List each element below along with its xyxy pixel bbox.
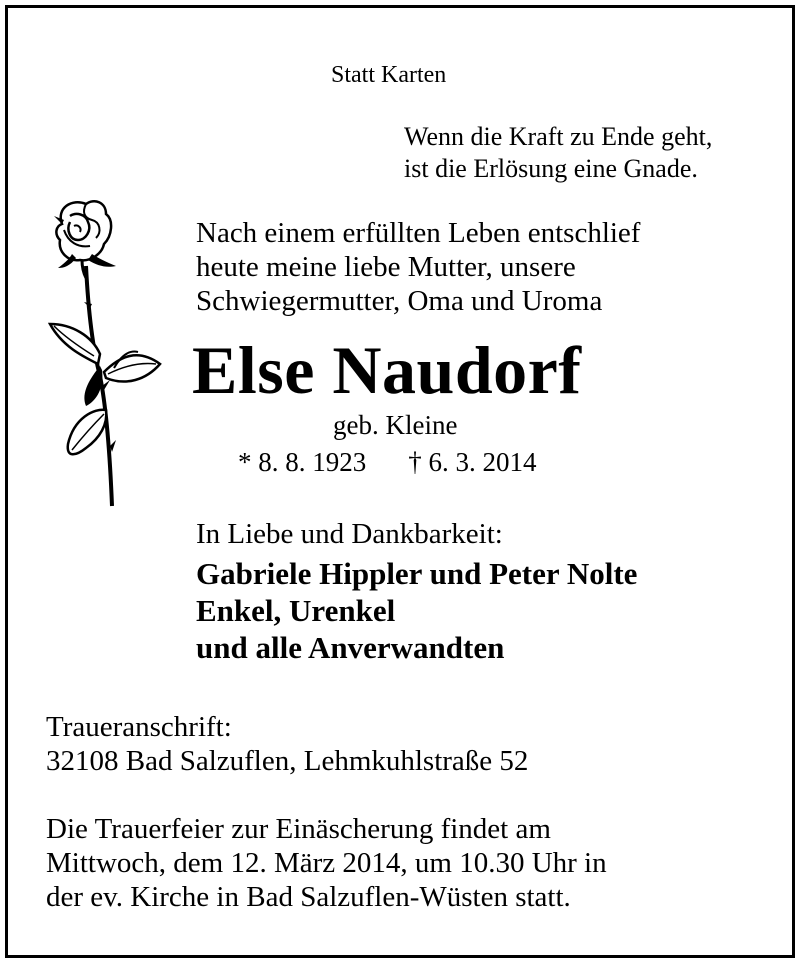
obituary-notice <box>5 5 795 958</box>
intro-line-3: Schwiegermutter, Oma und Uroma <box>196 285 603 317</box>
mourner-line-1: Gabriele Hippler und Peter Nolte <box>196 556 638 591</box>
intro-line-1: Nach einem erfüllten Leben entschlief <box>196 217 641 249</box>
address-label: Traueranschrift: <box>46 711 232 743</box>
intro-line-2: heute meine liebe Mutter, unsere <box>196 251 576 283</box>
thanks-text: In Liebe und Dankbarkeit: <box>196 518 503 550</box>
quote <box>404 121 712 185</box>
quote-line-2: ist die Erlösung eine Gnade. <box>404 154 698 183</box>
quote-line-1: Wenn die Kraft zu Ende geht, <box>404 122 713 151</box>
death-date: † 6. 3. 2014 <box>408 447 537 477</box>
mourners <box>196 555 637 666</box>
intro-text <box>196 216 640 318</box>
service-line-2: Mittwoch, dem 12. März 2014, um 10.30 Uhr in <box>46 847 607 879</box>
header-text: Statt Karten <box>331 62 447 88</box>
service-line-3: der ev. Kirche in Bad Salzuflen-Wüsten statt. <box>46 881 571 913</box>
mourning-address <box>46 710 528 778</box>
mourner-line-2: Enkel, Urenkel <box>196 593 396 628</box>
funeral-service-info <box>46 812 607 914</box>
maiden-name: geb. Kleine <box>333 410 458 440</box>
life-dates <box>238 449 537 476</box>
address-value: 32108 Bad Salzuflen, Lehmkuhlstraße 52 <box>46 745 529 777</box>
mourner-line-3: und alle Anverwandten <box>196 630 505 665</box>
birth-date: * 8. 8. 1923 <box>238 447 367 477</box>
deceased-name: Else Naudorf <box>192 332 582 408</box>
rose-icon <box>42 196 162 514</box>
service-line-1: Die Trauerfeier zur Einäscherung findet am <box>46 813 551 845</box>
